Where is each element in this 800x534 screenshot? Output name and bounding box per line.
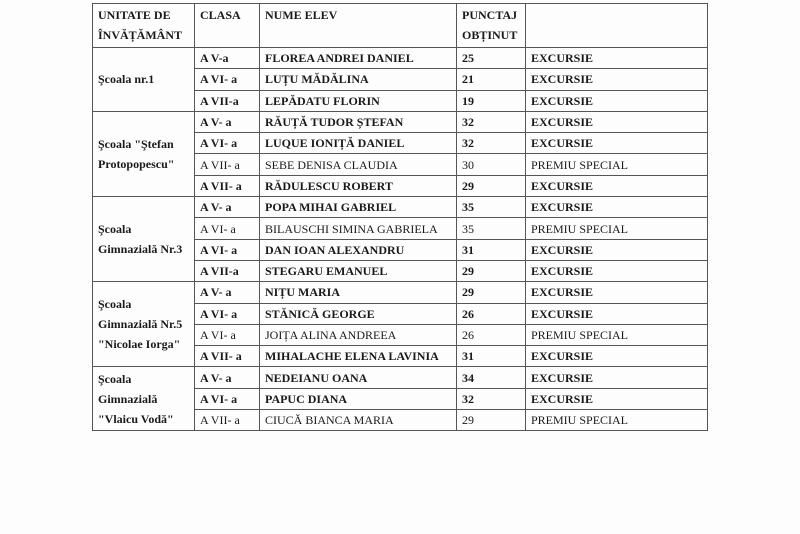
result-cell: PREMIU SPECIAL	[526, 324, 708, 345]
result-cell: EXCURSIE	[526, 175, 708, 196]
result-cell: EXCURSIE	[526, 239, 708, 260]
score-cell: 25	[457, 48, 526, 69]
score-cell: 35	[457, 197, 526, 218]
score-cell: 32	[457, 388, 526, 409]
school-name-line: Gimnazială	[98, 391, 158, 406]
school-name-cell	[93, 197, 195, 282]
student-name-cell: JOIȚA ALINA ANDREEA	[260, 324, 457, 345]
result-cell: PREMIU SPECIAL	[526, 218, 708, 239]
header-unit	[93, 4, 195, 48]
table-row	[93, 197, 708, 218]
class-cell: A VII-a	[195, 90, 260, 111]
header-name: NUME ELEV	[260, 4, 457, 48]
school-name-line: Şcoala nr.1	[98, 72, 155, 87]
student-name-cell: RĂUȚĂ TUDOR ȘTEFAN	[260, 111, 457, 132]
header-unit-line1: UNITATE DE	[98, 8, 171, 22]
class-cell: A VI- a	[195, 69, 260, 90]
result-cell: EXCURSIE	[526, 90, 708, 111]
student-name-cell: SEBE DENISA CLAUDIA	[260, 154, 457, 175]
header-result	[526, 4, 708, 48]
school-name-cell	[93, 282, 195, 367]
student-name-cell: POPA MIHAI GABRIEL	[260, 197, 457, 218]
score-cell: 19	[457, 90, 526, 111]
table-row	[93, 48, 708, 69]
header-score	[457, 4, 526, 48]
score-cell: 26	[457, 324, 526, 345]
table-row	[93, 367, 708, 388]
school-name-line: Gimnazială Nr.5	[98, 317, 183, 332]
result-cell: PREMIU SPECIAL	[526, 154, 708, 175]
class-cell: A VII-a	[195, 260, 260, 281]
class-cell: A V-a	[195, 48, 260, 69]
school-name-line: "Vlaicu Vodă"	[98, 411, 174, 426]
score-cell: 31	[457, 346, 526, 367]
score-cell: 29	[457, 282, 526, 303]
class-cell: A VII- a	[195, 410, 260, 431]
result-cell: EXCURSIE	[526, 197, 708, 218]
school-name-line: Protopopescu"	[98, 156, 175, 171]
school-name-line: Şcoala "Ştefan	[98, 136, 174, 151]
class-cell: A VI- a	[195, 239, 260, 260]
school-name-line: "Nicolae Iorga"	[98, 337, 181, 352]
school-name-line: Gimnazială Nr.3	[98, 242, 183, 257]
class-cell: A VI- a	[195, 133, 260, 154]
student-name-cell: STĂNICĂ GEORGE	[260, 303, 457, 324]
table-header	[93, 4, 708, 48]
class-cell: A VII- a	[195, 154, 260, 175]
class-cell: A VI- a	[195, 218, 260, 239]
student-name-cell: DAN IOAN ALEXANDRU	[260, 239, 457, 260]
school-name-line: Şcoala	[98, 297, 132, 312]
score-cell: 29	[457, 410, 526, 431]
table-row	[93, 282, 708, 303]
result-cell: EXCURSIE	[526, 69, 708, 90]
student-name-cell: BILAUSCHI SIMINA GABRIELA	[260, 218, 457, 239]
class-cell: A VII- a	[195, 346, 260, 367]
score-cell: 32	[457, 133, 526, 154]
student-name-cell: STEGARU EMANUEL	[260, 260, 457, 281]
school-name-line: Şcoala	[98, 222, 132, 237]
table-row	[93, 111, 708, 132]
school-name-line: Şcoala	[98, 371, 132, 386]
school-name-cell	[93, 48, 195, 112]
class-cell: A VI- a	[195, 303, 260, 324]
score-cell: 21	[457, 69, 526, 90]
result-cell: EXCURSIE	[526, 48, 708, 69]
student-name-cell: RĂDULESCU ROBERT	[260, 175, 457, 196]
class-cell: A VI- a	[195, 324, 260, 345]
result-cell: EXCURSIE	[526, 133, 708, 154]
school-name-cell	[93, 111, 195, 196]
student-name-cell: LEPĂDATU FLORIN	[260, 90, 457, 111]
header-unit-line2: ÎNVĂȚĂMÂNT	[98, 28, 182, 42]
class-cell: A V- a	[195, 367, 260, 388]
result-cell: EXCURSIE	[526, 303, 708, 324]
score-cell: 29	[457, 175, 526, 196]
score-cell: 34	[457, 367, 526, 388]
student-name-cell: NIȚU MARIA	[260, 282, 457, 303]
score-cell: 31	[457, 239, 526, 260]
header-class: CLASA	[195, 4, 260, 48]
student-name-cell: PAPUC DIANA	[260, 388, 457, 409]
result-cell: EXCURSIE	[526, 367, 708, 388]
result-cell: PREMIU SPECIAL	[526, 410, 708, 431]
results-table	[92, 3, 708, 431]
result-cell: EXCURSIE	[526, 388, 708, 409]
result-cell: EXCURSIE	[526, 111, 708, 132]
header-score-line1: PUNCTAJ	[462, 8, 518, 22]
score-cell: 29	[457, 260, 526, 281]
header-row	[93, 4, 708, 48]
class-cell: A VII- a	[195, 175, 260, 196]
student-name-cell: CIUCĂ BIANCA MARIA	[260, 410, 457, 431]
school-name-cell	[93, 367, 195, 431]
class-cell: A V- a	[195, 111, 260, 132]
header-score-line2: OBȚINUT	[462, 28, 518, 42]
student-name-cell: FLOREA ANDREI DANIEL	[260, 48, 457, 69]
score-cell: 26	[457, 303, 526, 324]
class-cell: A V- a	[195, 282, 260, 303]
student-name-cell: NEDEIANU OANA	[260, 367, 457, 388]
score-cell: 30	[457, 154, 526, 175]
score-cell: 32	[457, 111, 526, 132]
result-cell: EXCURSIE	[526, 260, 708, 281]
student-name-cell: LUȚU MĂDĂLINA	[260, 69, 457, 90]
result-cell: EXCURSIE	[526, 346, 708, 367]
student-name-cell: MIHALACHE ELENA LAVINIA	[260, 346, 457, 367]
table-body	[93, 48, 708, 431]
student-name-cell: LUQUE IONIȚĂ DANIEL	[260, 133, 457, 154]
result-cell: EXCURSIE	[526, 282, 708, 303]
class-cell: A VI- a	[195, 388, 260, 409]
class-cell: A V- a	[195, 197, 260, 218]
score-cell: 35	[457, 218, 526, 239]
